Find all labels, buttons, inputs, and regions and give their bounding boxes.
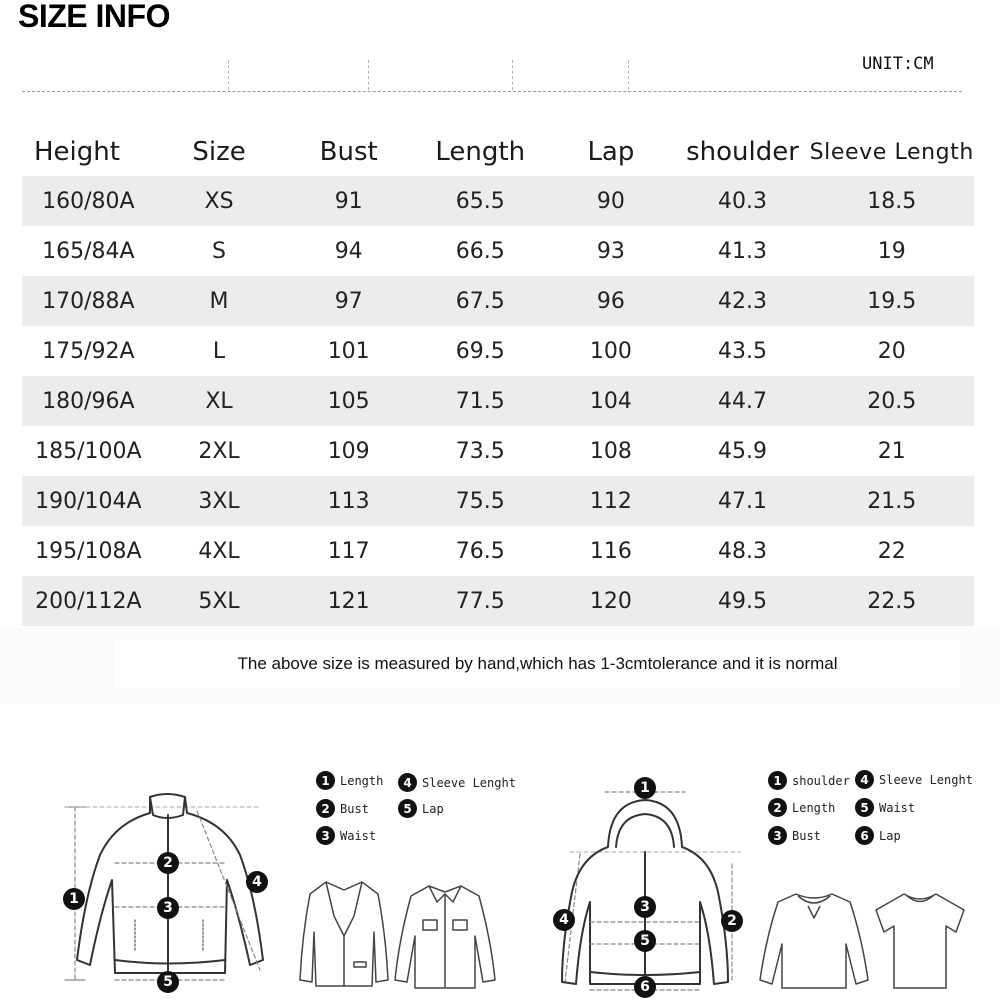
hoodie-diagram-icon bbox=[550, 772, 750, 1000]
cell-lap: 116 bbox=[589, 538, 632, 564]
cell-bust: 97 bbox=[283, 276, 414, 326]
cell-shoulder: 45.9 bbox=[717, 438, 767, 464]
table-row bbox=[22, 226, 974, 276]
cell-length: 67.5 bbox=[414, 276, 546, 326]
header-sleeve-length: Sleeve Length bbox=[809, 139, 974, 165]
marker-sleeve: 4 bbox=[246, 871, 268, 893]
cell-size: 4XL bbox=[198, 538, 240, 564]
marker-shoulder: 1 bbox=[634, 777, 656, 799]
divider bbox=[628, 60, 629, 90]
legend-item: 1 shoulder bbox=[768, 771, 850, 790]
table-row bbox=[22, 376, 974, 426]
cell-sleeve-length: 20.5 bbox=[810, 376, 974, 426]
cell-shoulder: 44.7 bbox=[675, 376, 809, 426]
divider bbox=[512, 60, 513, 90]
cell-lap: 90 bbox=[546, 176, 675, 226]
cell-shoulder: 41.3 bbox=[717, 238, 767, 264]
cell-height: 185/100A bbox=[35, 438, 142, 464]
cell-height: 175/92A bbox=[42, 338, 135, 364]
cell-lap: 108 bbox=[589, 438, 632, 464]
blazer-icon bbox=[298, 876, 390, 990]
marker-length: 1 bbox=[63, 888, 85, 910]
legend-item: 3 Waist bbox=[316, 826, 376, 845]
cell-length: 65.5 bbox=[414, 176, 546, 226]
table-row bbox=[22, 276, 974, 326]
cell-sleeve-length: 22 bbox=[877, 538, 906, 564]
cell-length: 66.5 bbox=[455, 238, 505, 264]
cell-bust: 101 bbox=[327, 338, 370, 364]
legend-item: 6 Lap bbox=[855, 826, 901, 845]
cell-height: 195/108A bbox=[35, 538, 142, 564]
marker-bust: 2 bbox=[157, 852, 179, 874]
cell-shoulder: 40.3 bbox=[675, 176, 809, 226]
legend-item: 3 Bust bbox=[768, 826, 821, 845]
marker-lap: 6 bbox=[634, 976, 656, 998]
cell-size: 5XL bbox=[155, 576, 284, 626]
legend-item: 4 Sleeve Lenght bbox=[855, 770, 973, 789]
cell-sleeve-length: 21.5 bbox=[810, 476, 974, 526]
tshirt-icon bbox=[872, 888, 968, 992]
cell-size: S bbox=[212, 238, 227, 264]
size-table bbox=[22, 128, 974, 626]
cell-length: 73.5 bbox=[455, 438, 505, 464]
legend-item: 2 Length bbox=[768, 798, 835, 817]
cell-length: 75.5 bbox=[414, 476, 546, 526]
divider bbox=[368, 60, 369, 90]
cell-size: M bbox=[155, 276, 284, 326]
table-row bbox=[22, 476, 974, 526]
cell-length: 69.5 bbox=[455, 338, 505, 364]
cell-shoulder: 48.3 bbox=[717, 538, 767, 564]
header-shoulder: shoulder bbox=[686, 137, 799, 167]
cell-shoulder: 49.5 bbox=[675, 576, 809, 626]
cell-sleeve-length: 21 bbox=[877, 438, 906, 464]
cell-shoulder: 43.5 bbox=[717, 338, 767, 364]
header-lap: Lap bbox=[587, 137, 635, 167]
cell-size: XL bbox=[155, 376, 284, 426]
cell-lap: 112 bbox=[546, 476, 675, 526]
cell-length: 76.5 bbox=[455, 538, 505, 564]
cell-bust: 117 bbox=[327, 538, 370, 564]
table-row bbox=[22, 326, 974, 376]
marker-lap: 5 bbox=[157, 971, 179, 993]
cell-height: 165/84A bbox=[42, 238, 135, 264]
cell-size: 2XL bbox=[198, 438, 240, 464]
header-height: Height bbox=[34, 137, 120, 167]
marker-length: 2 bbox=[721, 910, 743, 932]
legend-item: 2 Bust bbox=[316, 799, 369, 818]
cell-lap: 93 bbox=[596, 238, 625, 264]
table-row bbox=[22, 576, 974, 626]
legend-item: 4 Sleeve Lenght bbox=[398, 773, 516, 792]
cell-size: XS bbox=[155, 176, 284, 226]
table-row bbox=[22, 426, 974, 476]
cell-height: 190/104A bbox=[22, 476, 155, 526]
cell-height: 160/80A bbox=[22, 176, 155, 226]
cell-height: 180/96A bbox=[22, 376, 155, 426]
header-size: Size bbox=[192, 137, 246, 167]
cell-length: 71.5 bbox=[414, 376, 546, 426]
table-row bbox=[22, 526, 974, 576]
unit-label: UNIT:CM bbox=[862, 54, 934, 74]
marker-sleeve: 4 bbox=[553, 909, 575, 931]
legend-item: 5 Waist bbox=[855, 798, 915, 817]
cell-length: 77.5 bbox=[414, 576, 546, 626]
cell-shoulder: 42.3 bbox=[675, 276, 809, 326]
shirt-icon bbox=[393, 880, 497, 992]
cell-lap: 104 bbox=[546, 376, 675, 426]
cell-height: 200/112A bbox=[22, 576, 155, 626]
cell-bust: 113 bbox=[283, 476, 414, 526]
marker-waist: 3 bbox=[157, 897, 179, 919]
jacket-diagram-icon bbox=[55, 785, 285, 1000]
sweater-icon bbox=[758, 888, 870, 992]
cell-sleeve-length: 19.5 bbox=[810, 276, 974, 326]
page-title: SIZE INFO bbox=[18, 0, 170, 34]
cell-size: L bbox=[212, 338, 226, 364]
cell-sleeve-length: 19 bbox=[877, 238, 906, 264]
header-length: Length bbox=[435, 137, 526, 167]
cell-shoulder: 47.1 bbox=[675, 476, 809, 526]
measurement-note: The above size is measured by hand,which has 1-3cmtolerance and it is normal bbox=[115, 640, 960, 688]
divider bbox=[22, 91, 962, 92]
cell-size: 3XL bbox=[155, 476, 284, 526]
table-header-row bbox=[22, 128, 974, 176]
legend-item: 5 Lap bbox=[398, 799, 444, 818]
cell-bust: 91 bbox=[283, 176, 414, 226]
cell-bust: 121 bbox=[283, 576, 414, 626]
marker-waist: 5 bbox=[634, 930, 656, 952]
cell-bust: 109 bbox=[327, 438, 370, 464]
cell-lap: 100 bbox=[589, 338, 632, 364]
header-bust: Bust bbox=[319, 137, 378, 167]
table-row bbox=[22, 176, 974, 226]
cell-sleeve-length: 18.5 bbox=[810, 176, 974, 226]
cell-bust: 94 bbox=[334, 238, 363, 264]
cell-lap: 120 bbox=[546, 576, 675, 626]
cell-lap: 96 bbox=[546, 276, 675, 326]
cell-sleeve-length: 22.5 bbox=[810, 576, 974, 626]
cell-sleeve-length: 20 bbox=[877, 338, 906, 364]
legend-item: 1 Length bbox=[316, 771, 383, 790]
marker-bust: 3 bbox=[634, 896, 656, 918]
cell-height: 170/88A bbox=[22, 276, 155, 326]
cell-bust: 105 bbox=[283, 376, 414, 426]
divider bbox=[228, 60, 229, 90]
